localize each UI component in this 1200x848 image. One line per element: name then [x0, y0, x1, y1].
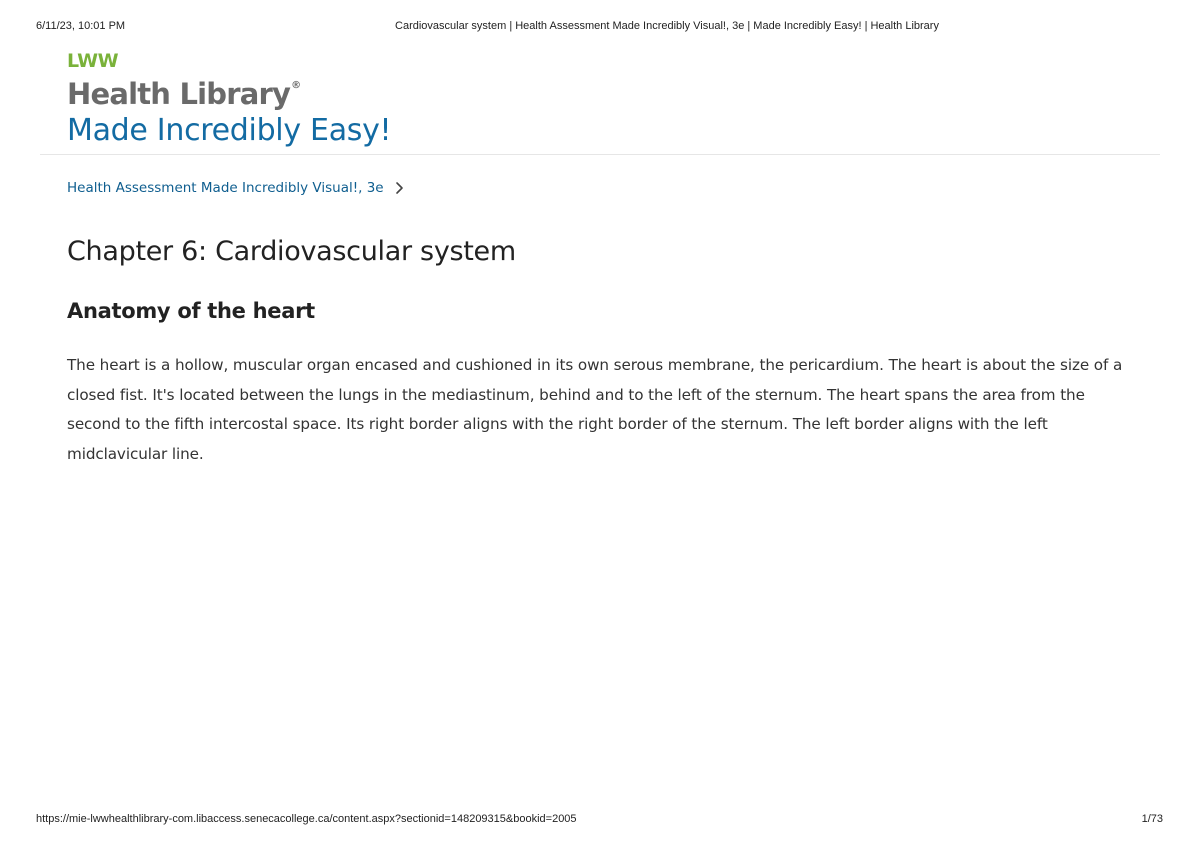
- print-datetime: 6/11/23, 10:01 PM: [36, 20, 126, 32]
- chapter-title: Chapter 6: Cardiovascular system: [67, 236, 516, 267]
- chevron-right-icon[interactable]: [394, 181, 406, 195]
- section-title: Anatomy of the heart: [67, 299, 315, 323]
- breadcrumb-book-link[interactable]: Health Assessment Made Incredibly Visual!, 3e: [67, 180, 384, 196]
- logo-health-library: [67, 71, 391, 109]
- logo-tagline: Made Incredibly Easy!: [67, 113, 392, 148]
- body-paragraph: The heart is a hollow, muscular organ encased and cushioned in its own serous membrane, the pericardium. The heart is about the size of a closed fist. It's located between the lungs in the mediastinum, behind and to the left of the sternum. The heart spans the area from the second to the fifth intercostal space. Its right border aligns with the right border of the sternum. The left border aligns with the left midclavicular line.: [67, 356, 1123, 463]
- print-page-title: Cardiovascular system | Health Assessment Made Incredibly Visual!, 3e | Made Incredibly Easy! | Health Library: [395, 20, 939, 32]
- registered-mark: ®: [291, 80, 301, 91]
- print-page-number: 1/73: [1141, 813, 1163, 825]
- logo-health-library-text: Health Library: [67, 77, 291, 111]
- print-url: https://mie-lwwhealthlibrary-com.libaccess.senecacollege.ca/content.aspx?sectionid=148209315&bookid=2005: [36, 813, 577, 825]
- breadcrumb[interactable]: [67, 180, 406, 196]
- header-divider: [40, 154, 1160, 155]
- logo-lww-text: LWW: [67, 50, 119, 72]
- health-library-logo[interactable]: [67, 52, 391, 149]
